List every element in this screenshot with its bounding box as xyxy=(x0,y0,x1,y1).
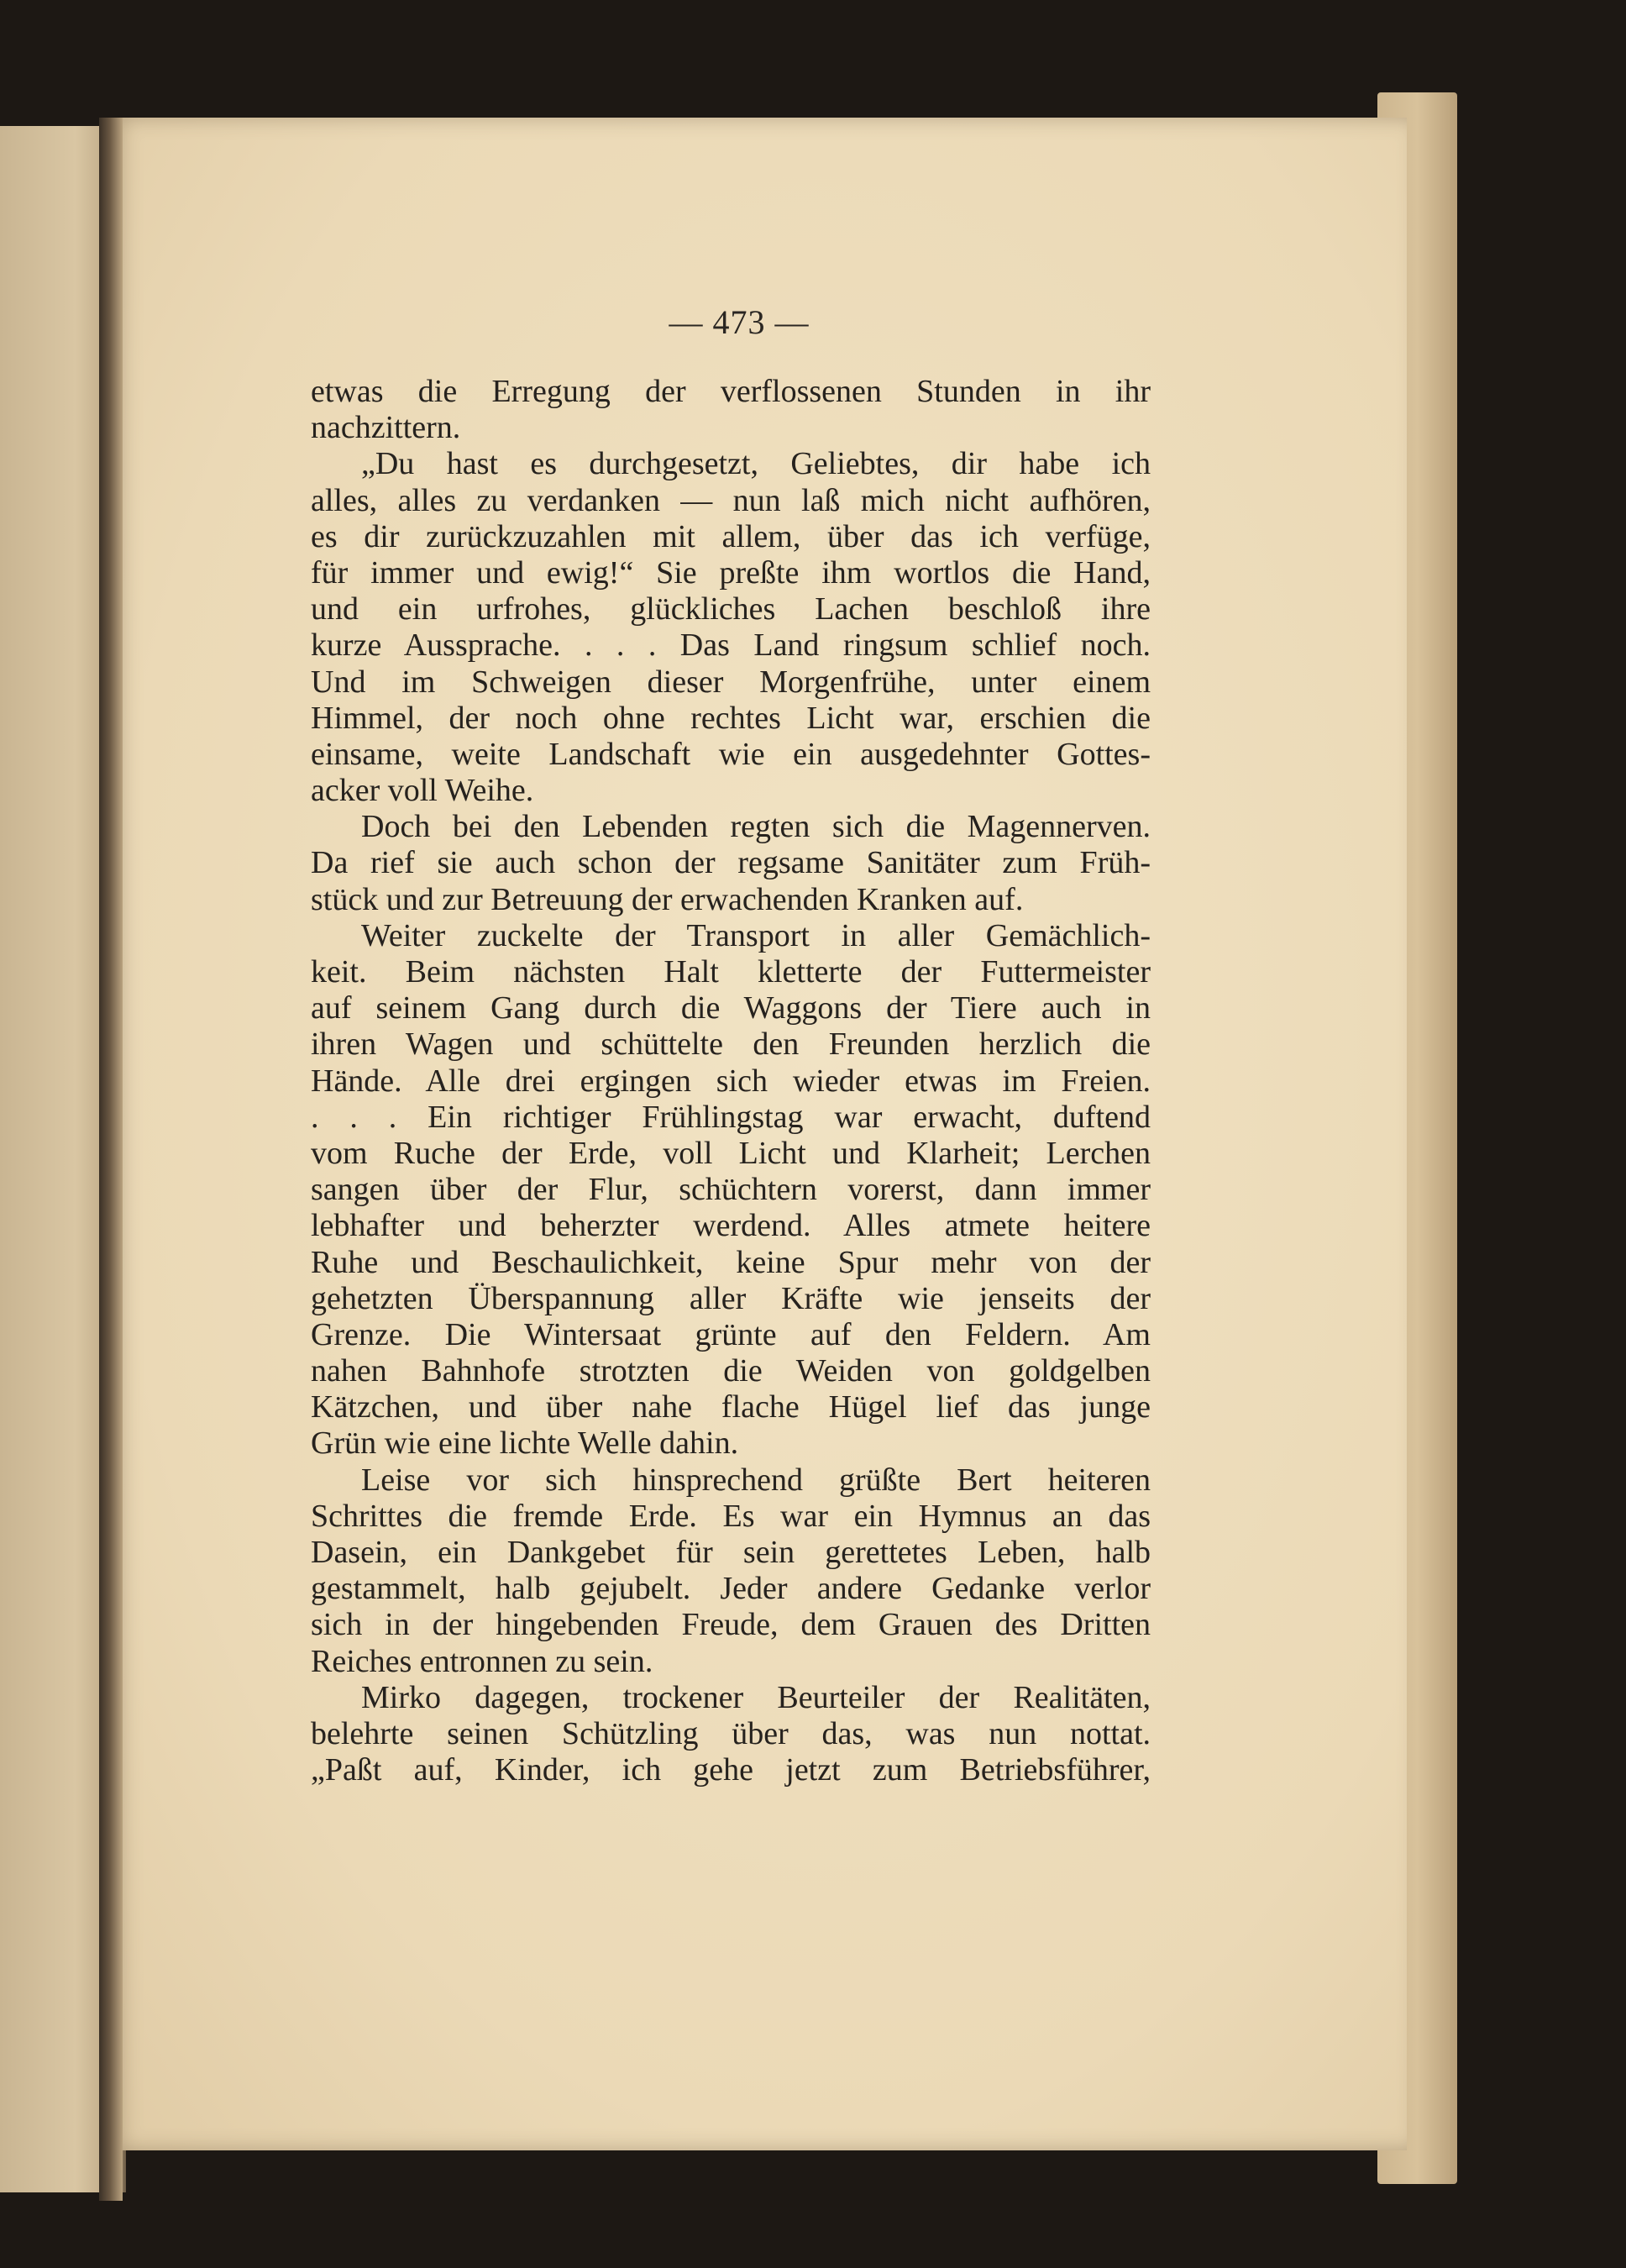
text-line: nahen Bahnhofe strotzten die Weiden von goldgelben xyxy=(311,1353,1151,1389)
text-line: Reiches entronnen zu sein. xyxy=(311,1643,653,1679)
text-line: stück und zur Betreuung der erwachenden Kranken auf. xyxy=(311,881,1024,917)
text-line: ihren Wagen und schüttelte den Freunden herzlich die xyxy=(311,1026,1151,1063)
text-line: nachzittern. xyxy=(311,410,461,446)
text-line: vom Ruche der Erde, voll Licht und Klarheit; Lerchen xyxy=(311,1135,1151,1171)
text-line: gestammelt, halb gejubelt. Jeder andere Gedanke verlor xyxy=(311,1571,1151,1607)
text-line: Kätzchen, und über nahe flache Hügel lief das junge xyxy=(311,1389,1151,1425)
text-line: auf seinem Gang durch die Waggons der Tiere auch in xyxy=(311,990,1151,1026)
text-line: für immer und ewig!“ Sie preßte ihm wortlos die Hand, xyxy=(311,554,1151,591)
text-line: und ein urfrohes, glückliches Lachen beschloß ihre xyxy=(311,591,1151,627)
text-line: Ruhe und Beschaulichkeit, keine Spur mehr von der xyxy=(311,1244,1151,1280)
text-line: kurze Aussprache. . . . Das Land ringsum schlief noch. xyxy=(311,627,1151,664)
body-text xyxy=(311,374,1151,1788)
text-line: . . . Ein richtiger Frühlingstag war erwacht, duftend xyxy=(311,1099,1151,1135)
text-line: Weiter zuckelte der Transport in aller Gemächlich- xyxy=(361,917,1151,953)
text-line: „Paßt auf, Kinder, ich gehe jetzt zum Betriebsführer, xyxy=(311,1752,1151,1788)
text-line: „Du hast es durchgesetzt, Geliebtes, dir habe ich xyxy=(361,446,1151,482)
text-line: sich in der hingebenden Freude, dem Grauen des Dritten xyxy=(311,1607,1151,1643)
text-line: Und im Schweigen dieser Morgenfrühe, unter einem xyxy=(311,664,1151,700)
text-line: Hände. Alle drei ergingen sich wieder etwas im Freien. xyxy=(311,1063,1151,1099)
text-line: es dir zurückzuzahlen mit allem, über das ich verfüge, xyxy=(311,518,1151,554)
text-line: Grün wie eine lichte Welle dahin. xyxy=(311,1425,739,1462)
text-line: einsame, weite Landschaft wie ein ausgedehnter Gottes- xyxy=(311,736,1151,772)
text-line: Schrittes die fremde Erde. Es war ein Hymnus an das xyxy=(311,1498,1151,1534)
text-line: sangen über der Flur, schüchtern vorerst, dann immer xyxy=(311,1172,1151,1208)
text-line: belehrte seinen Schützling über das, was nun nottat. xyxy=(311,1715,1151,1751)
text-line: Doch bei den Lebenden regten sich die Magennerven. xyxy=(361,809,1151,845)
text-line: Leise vor sich hinsprechend grüßte Bert heiteren xyxy=(361,1462,1151,1498)
text-line: Himmel, der noch ohne rechtes Licht war, erschien die xyxy=(311,700,1151,736)
text-line: Mirko dagegen, trockener Beurteiler der Realitäten, xyxy=(361,1679,1151,1715)
text-line: Dasein, ein Dankgebet für sein gerettetes Leben, halb xyxy=(311,1535,1151,1570)
text-line: acker voll Weihe. xyxy=(311,773,534,809)
page-number: — 473 — xyxy=(669,303,810,341)
text-line: keit. Beim nächsten Halt kletterte der Futtermeister xyxy=(311,954,1151,990)
text-line: gehetzten Überspannung aller Kräfte wie jenseits der xyxy=(311,1280,1151,1316)
text-line: Da rief sie auch schon der regsame Sanitäter zum Früh- xyxy=(311,845,1151,881)
text-line: etwas die Erregung der verflossenen Stunden in ihr xyxy=(311,374,1151,409)
text-line: Grenze. Die Wintersaat grünte auf den Feldern. Am xyxy=(311,1316,1151,1352)
text-line: alles, alles zu verdanken — nun laß mich nicht aufhören, xyxy=(311,482,1151,518)
book-gutter xyxy=(99,118,123,2201)
text-line: lebhafter und beherzter werdend. Alles atmete heitere xyxy=(311,1208,1151,1244)
